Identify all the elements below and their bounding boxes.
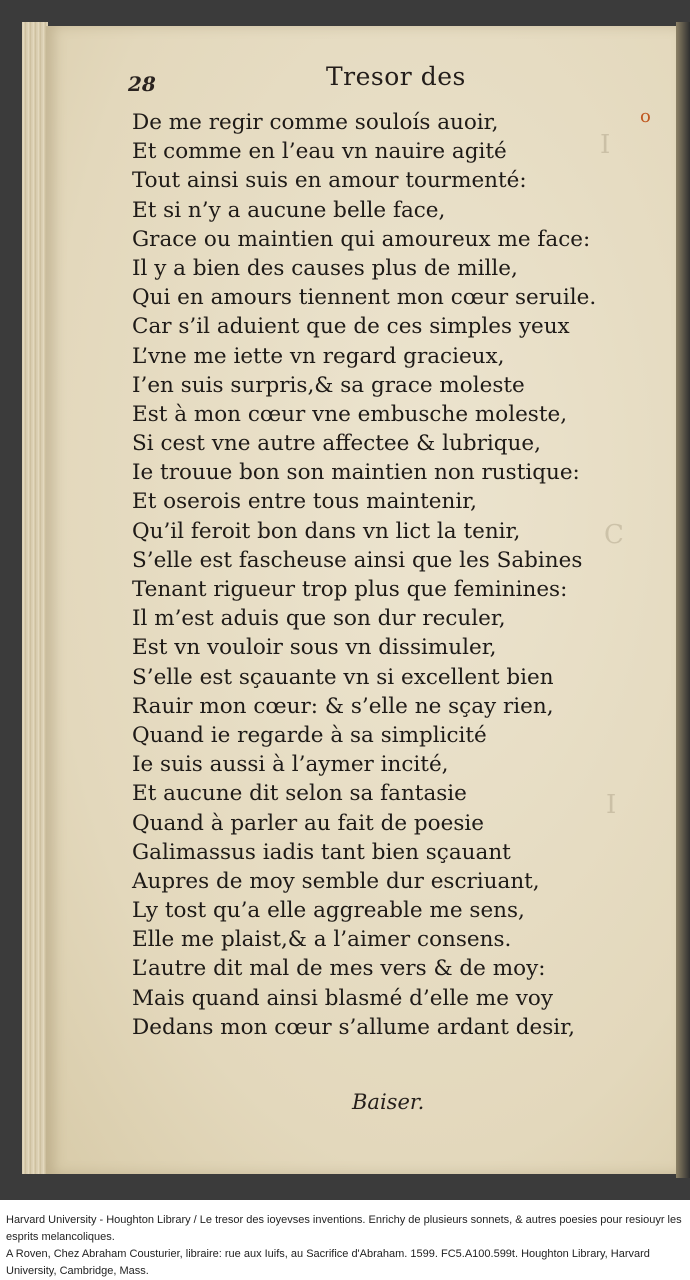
image-caption: [6, 1212, 686, 1280]
caption-line: A Roven, Chez Abraham Cousturier, libraire: rue aux Iuifs, au Sacrifice d'Abraham. 1599. FC5.A100.599t. Houghton Library, Harvard University, Cambridge, Mass.: [6, 1248, 650, 1277]
text-line: Et aucune dit selon sa fantasie: [132, 781, 467, 807]
text-line: Dedans mon cœur s’allume ardant desir,: [132, 1014, 575, 1040]
text-line: Si cest vne autre affectee & lubrique,: [132, 431, 541, 457]
text-line: Ly tost qu’a elle aggreable me sens,: [132, 898, 525, 924]
page-gutter-right: [676, 22, 690, 1178]
catchword: Baiser.: [352, 1090, 425, 1114]
text-line: Il y a bien des causes plus de mille,: [132, 255, 518, 281]
text-line: Tenant rigueur trop plus que feminines:: [132, 577, 568, 602]
poem-text: [132, 108, 672, 1042]
margin-ink-mark: o: [640, 106, 651, 127]
text-line: Et comme en l’eau vn nauire agité: [132, 139, 507, 165]
text-line: Est à mon cœur vne embusche moleste,: [132, 401, 568, 427]
text-line: Quand à parler au fait de poesie: [132, 810, 484, 836]
text-line: L’autre dit mal de mes vers & de moy:: [132, 956, 546, 982]
text-line: S’elle est sçauante vn si excellent bien: [132, 664, 554, 690]
text-line: Car s’il aduient que de ces simples yeux: [132, 314, 570, 340]
text-line: Rauir mon cœur: & s’elle ne sçay rien,: [132, 693, 554, 719]
bleed-through-mark: I: [600, 130, 611, 160]
text-line: Ie suis aussi à l’aymer incité,: [132, 752, 449, 778]
text-line: Grace ou maintien qui amoureux me face:: [132, 226, 591, 252]
text-line: Et oserois entre tous maintenir,: [132, 489, 477, 515]
text-line: De me regir comme souloís auoir,: [132, 110, 499, 135]
text-line: Elle me plaist,& a l’aimer consens.: [132, 927, 512, 953]
text-line: Et si n’y a aucune belle face,: [132, 197, 446, 223]
caption-line: Harvard University - Houghton Library / Le tresor des ioyevses inventions. Enrichy de plusieurs sonnets, & autres poesies pour resiouyr les esprits melancoliques.: [6, 1214, 682, 1243]
text-line: Mais quand ainsi blasmé d’elle me voy: [132, 985, 553, 1011]
text-line: L’vne me iette vn regard gracieux,: [132, 343, 505, 369]
bleed-through-mark: I: [606, 790, 617, 820]
text-line: Aupres de moy semble dur escriuant,: [132, 868, 540, 894]
page-number: 28: [128, 72, 156, 96]
running-head: Tresor des: [326, 62, 466, 91]
text-line: Tout ainsi suis en amour tourmenté:: [132, 168, 527, 194]
text-line: Qu’il feroit bon dans vn lict la tenir,: [132, 518, 521, 544]
text-line: Quand ie regarde à sa simplicité: [132, 722, 487, 748]
text-line: Il m’est aduis que son dur reculer,: [132, 606, 506, 632]
text-line: Qui en amours tiennent mon cœur seruile.: [132, 285, 597, 311]
text-line: S’elle est fascheuse ainsi que les Sabines: [132, 547, 583, 573]
text-line: Galimassus iadis tant bien sçauant: [132, 839, 511, 865]
text-line: Ie trouue bon son maintien non rustique:: [132, 460, 580, 486]
text-line: Est vn vouloir sous vn dissimuler,: [132, 635, 497, 661]
bleed-through-mark: C: [604, 520, 624, 550]
text-line: I’en suis surpris,& sa grace moleste: [132, 372, 525, 398]
page-edges: [22, 22, 48, 1174]
